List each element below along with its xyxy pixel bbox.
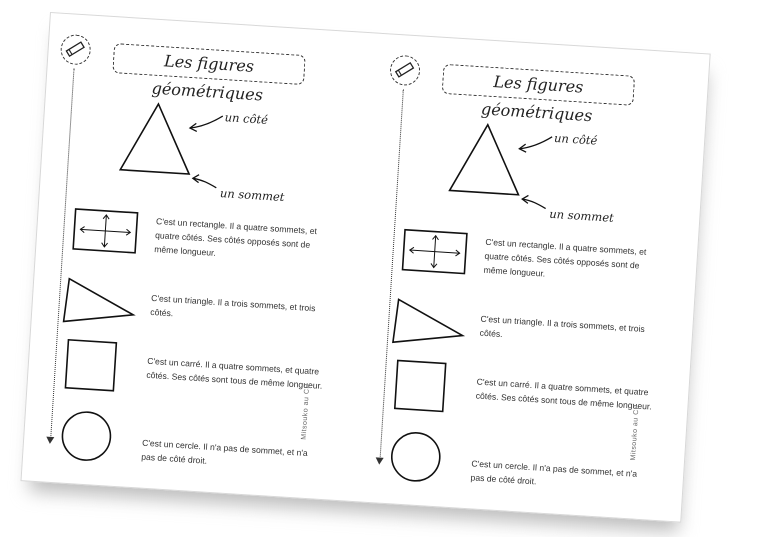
- square-description: C'est un carré. Il a quatre sommets, et quatre côtés. Ses côtés sont tous de même longueur.: [146, 355, 323, 391]
- label-cote: un côté: [224, 110, 269, 127]
- square-description: C'est un carré. Il a quatre sommets, et quatre côtés. Ses côtés sont tous de même longueur.: [475, 376, 653, 412]
- credit-text: Mitsouko au CP: [629, 403, 641, 461]
- triangle-icon: [64, 279, 136, 326]
- cote-pointer-arrow: [519, 135, 552, 151]
- square-icon: [65, 340, 116, 391]
- rectangle-description: C'est un rectangle. Il a quatre sommets, et quatre côtés. Ses côtés opposés sont de même longueur.: [154, 216, 318, 258]
- triangle-description: C'est un triangle. Il a trois sommets, et trois côtés.: [479, 313, 646, 340]
- sommet-pointer-arrow: [192, 178, 216, 187]
- rectangle-with-arrows-icon: [403, 230, 467, 274]
- label-sommet: un sommet: [548, 206, 615, 225]
- circle-description: C'est un cercle. Il n'a pas de sommet, et n'a pas de côté droit.: [470, 458, 638, 487]
- circle-description: C'est un cercle. Il n'a pas de sommet, et n'a pas de côté droit.: [140, 437, 309, 466]
- triangle-description: C'est un triangle. Il a trois sommets, et trois côtés.: [150, 292, 316, 319]
- sommet-pointer-arrow: [522, 199, 546, 208]
- worksheet-sheet: [20, 12, 710, 523]
- main-triangle: [450, 123, 523, 195]
- page-title: Les figures géométriques: [442, 64, 636, 106]
- worksheet-card-right: [351, 34, 700, 521]
- label-cote: un côté: [553, 130, 598, 148]
- main-triangle: [120, 102, 193, 174]
- circle-icon: [61, 411, 112, 462]
- circle-icon: [390, 431, 441, 482]
- page-title: Les figures géométriques: [112, 43, 306, 85]
- label-sommet: un sommet: [219, 186, 285, 205]
- credit-text: Mitsouko au CP: [300, 383, 312, 441]
- rectangle-description: C'est un rectangle. Il a quatre sommets, et quatre côtés. Ses côtés opposés sont de même longueur.: [483, 236, 647, 279]
- worksheet-card-left: [22, 13, 371, 500]
- cote-pointer-arrow: [190, 114, 223, 130]
- square-icon: [395, 361, 446, 412]
- rectangle-with-arrows-icon: [73, 209, 137, 253]
- triangle-icon: [393, 299, 465, 346]
